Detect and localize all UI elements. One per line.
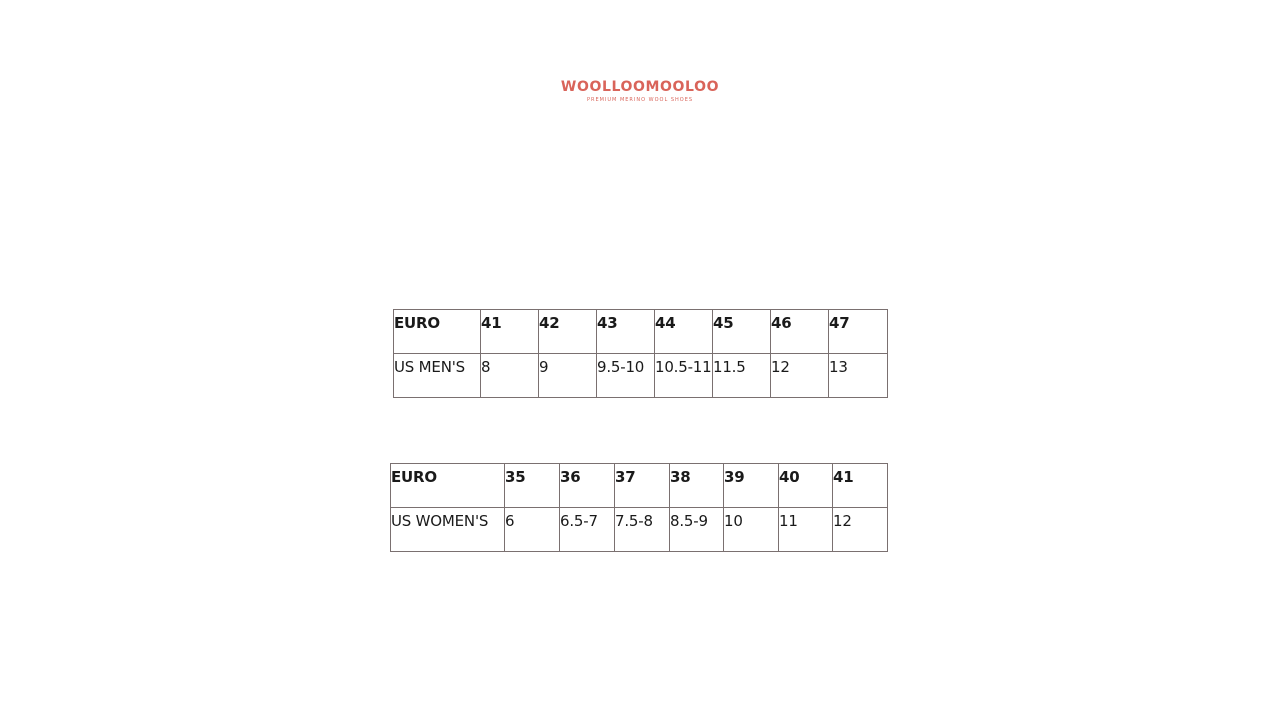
size-cell: 37 — [615, 464, 670, 508]
size-cell: 46 — [771, 310, 829, 354]
size-cell: 43 — [597, 310, 655, 354]
size-cell: 8.5-9 — [670, 508, 724, 552]
size-cell: 12 — [833, 508, 888, 552]
size-cell: 39 — [724, 464, 779, 508]
size-cell: 8 — [481, 354, 539, 398]
mens-euro-row — [394, 310, 888, 354]
size-cell: 44 — [655, 310, 713, 354]
brand-name: WOOLLOOMOOLOO — [560, 79, 720, 95]
size-cell: 9.5-10 — [597, 354, 655, 398]
size-cell: 12 — [771, 354, 829, 398]
size-cell: 11.5 — [713, 354, 771, 398]
size-cell: 36 — [560, 464, 615, 508]
size-cell: 9 — [539, 354, 597, 398]
size-cell: 41 — [833, 464, 888, 508]
size-cell: 7.5-8 — [615, 508, 670, 552]
size-cell: 47 — [829, 310, 888, 354]
size-cell: 38 — [670, 464, 724, 508]
brand-logo — [0, 78, 1280, 104]
mens-size-table — [393, 309, 888, 398]
row-label: EURO — [391, 464, 505, 508]
row-label: EURO — [394, 310, 481, 354]
size-cell: 40 — [779, 464, 833, 508]
size-cell: 35 — [505, 464, 560, 508]
mens-us-row — [394, 354, 888, 398]
brand-tagline: PREMIUM MERINO WOOL SHOES — [586, 97, 694, 103]
size-cell: 42 — [539, 310, 597, 354]
size-cell: 6 — [505, 508, 560, 552]
size-cell: 11 — [779, 508, 833, 552]
womens-us-row — [391, 508, 888, 552]
size-cell: 10 — [724, 508, 779, 552]
size-cell: 10.5-11 — [655, 354, 713, 398]
size-cell: 6.5-7 — [560, 508, 615, 552]
size-cell: 41 — [481, 310, 539, 354]
size-cell: 45 — [713, 310, 771, 354]
row-label: US WOMEN'S — [391, 508, 505, 552]
size-cell: 13 — [829, 354, 888, 398]
womens-euro-row — [391, 464, 888, 508]
row-label: US MEN'S — [394, 354, 481, 398]
womens-size-table — [390, 463, 888, 552]
